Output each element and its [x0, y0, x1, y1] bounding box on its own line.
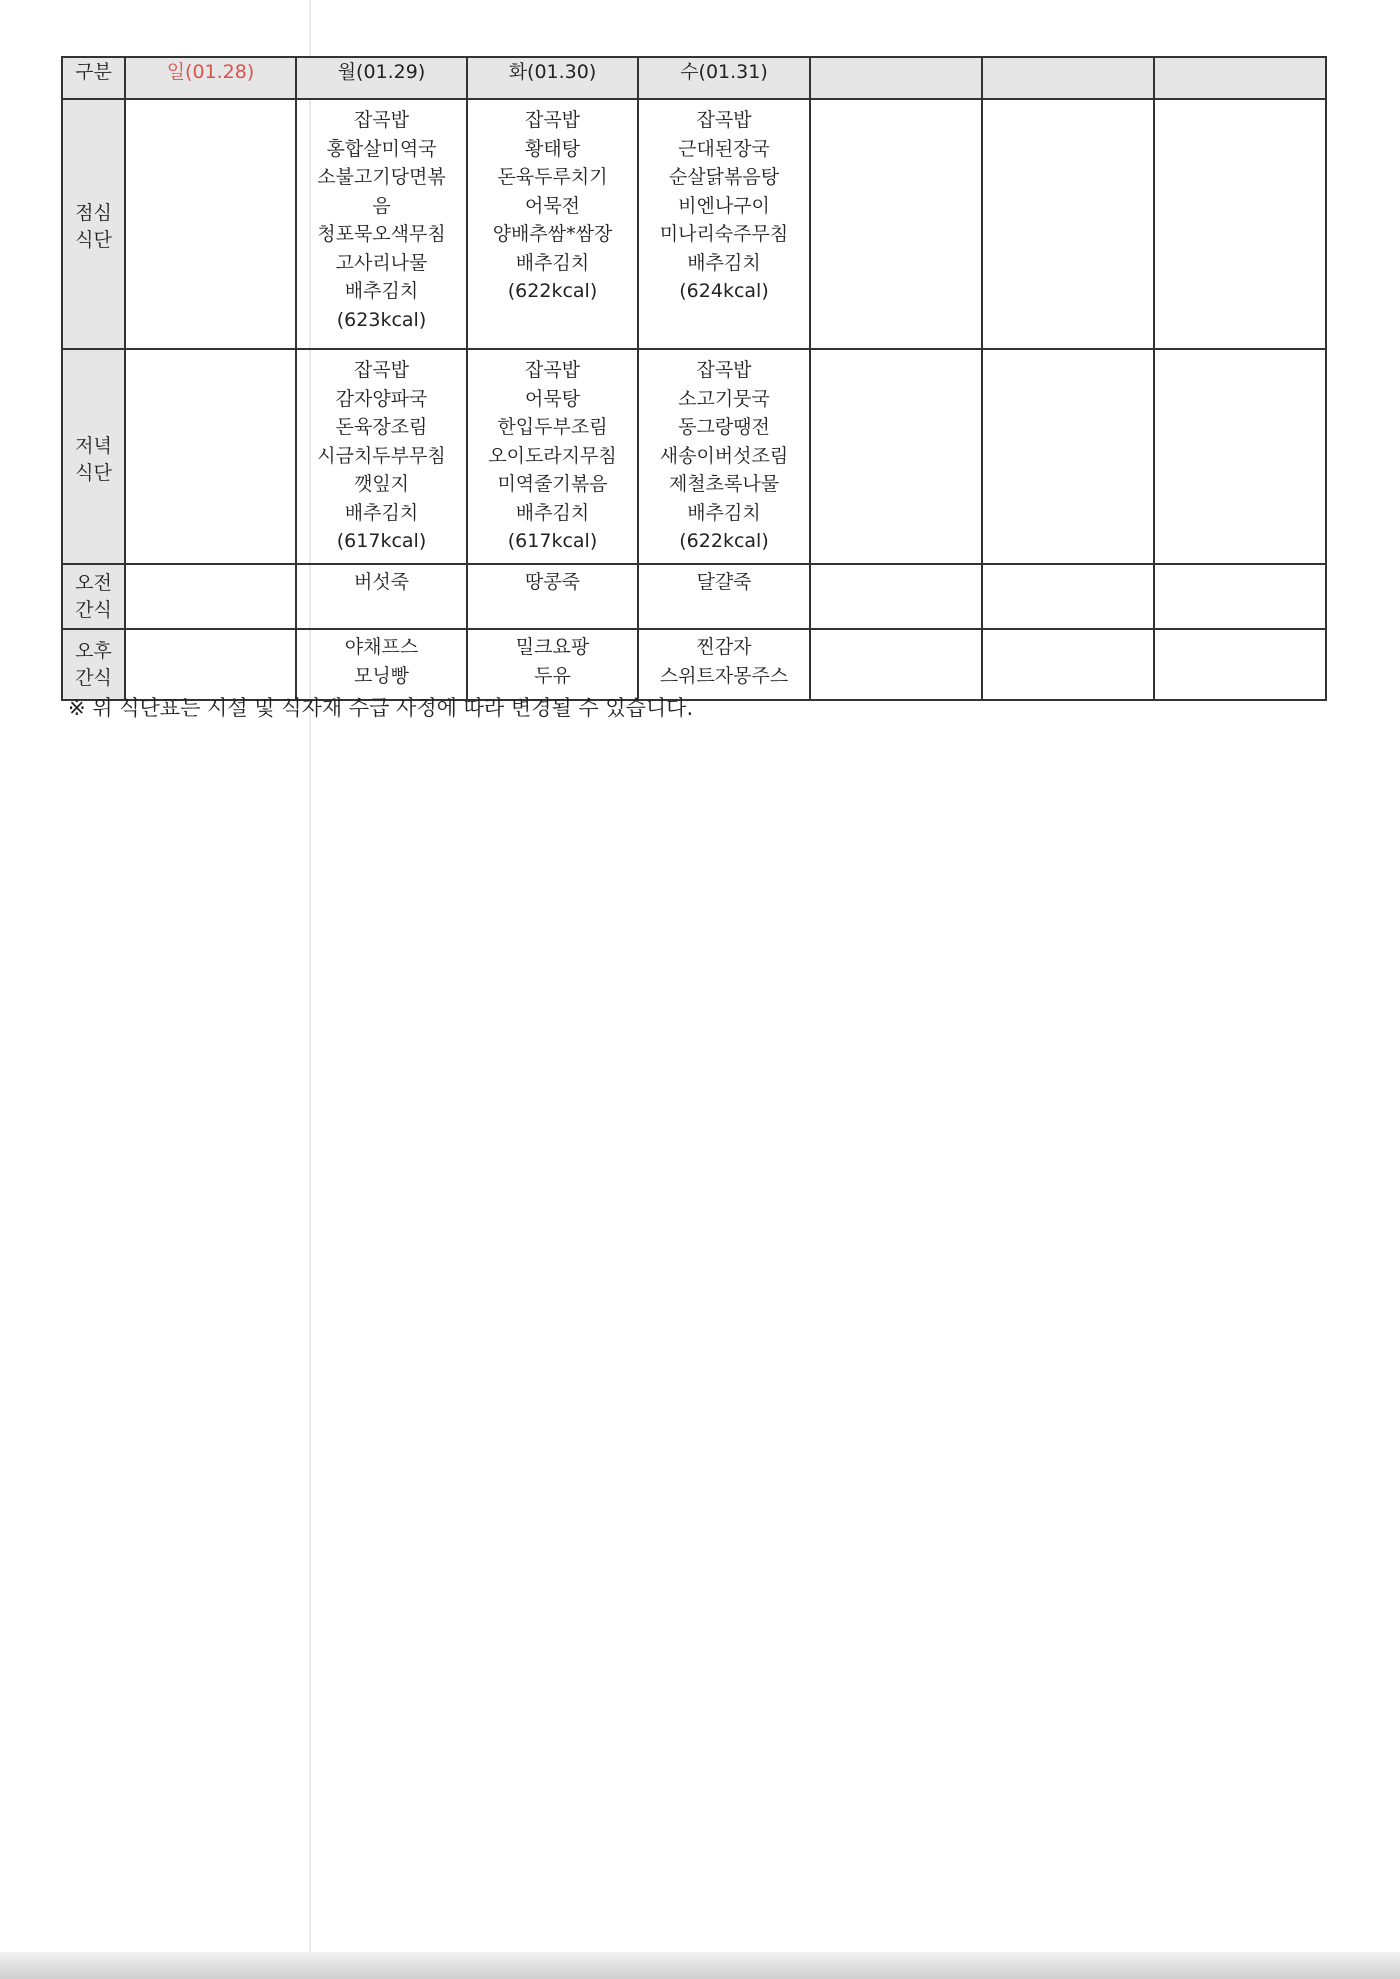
menu-item: 땅콩죽 [524, 571, 581, 593]
menu-item: 배추김치 [515, 501, 590, 524]
row-label-line: 간식 [75, 666, 112, 689]
menu-cell [467, 629, 638, 700]
menu-cell [810, 99, 982, 349]
row-label [62, 564, 125, 629]
day-header-empty-6 [982, 57, 1154, 99]
row-label-line: 점심 [75, 202, 112, 224]
menu-item: 감자양파국 [335, 387, 428, 410]
menu-cell [296, 349, 467, 564]
menu-cell [1154, 349, 1326, 564]
header-label: 구분 [62, 57, 125, 99]
menu-item: 배추김치 [344, 280, 419, 302]
menu-item: 잡곡밥 [696, 359, 752, 381]
menu-item: (617kcal) [507, 530, 598, 552]
menu-item: 모닝빵 [353, 664, 410, 687]
menu-cell [1154, 629, 1326, 700]
menu-item: 제철초록나물 [668, 473, 780, 495]
menu-cell [296, 629, 467, 700]
menu-item: 시금치두부무침 [317, 444, 446, 467]
menu-item: 돈육두루치기 [497, 166, 608, 188]
menu-cell [638, 99, 810, 349]
menu-item: 잡곡밥 [524, 359, 581, 381]
menu-cell [810, 564, 982, 629]
menu-item: 찐감자 [696, 636, 752, 658]
menu-item: 잡곡밥 [524, 109, 581, 131]
row-label [62, 99, 125, 349]
menu-item: 배추김치 [687, 251, 761, 274]
menu-item: 양배추쌈*쌈장 [492, 223, 613, 245]
afternoon-snack-row [62, 629, 1326, 700]
menu-item: 미역줄기볶음 [497, 473, 608, 495]
menu-cell [638, 564, 810, 629]
menu-item: 소불고기당면볶 [317, 166, 446, 188]
menu-item: (617kcal) [336, 530, 427, 552]
menu-cell [467, 349, 638, 564]
scan-bottom-edge [0, 1952, 1400, 1979]
menu-item: 어묵탕 [524, 387, 581, 410]
menu-item: 홍합살미역국 [326, 137, 437, 160]
menu-cell [296, 564, 467, 629]
menu-cell [638, 349, 810, 564]
menu-cell [982, 349, 1154, 564]
row-label-line: 오전 [75, 571, 112, 594]
menu-item: 배추김치 [515, 251, 590, 274]
header-row [62, 57, 1326, 99]
day-header-tue: 화(01.30) [467, 57, 638, 99]
menu-item: (624kcal) [679, 280, 769, 302]
menu-cell [810, 349, 982, 564]
row-label-line: 간식 [75, 598, 112, 621]
menu-cell [1154, 99, 1326, 349]
row-label-line: 저녁 [75, 434, 112, 457]
menu-item: 두유 [534, 664, 571, 687]
menu-item: 달걀죽 [696, 571, 752, 593]
menu-cell [125, 564, 296, 629]
menu-item: 야채프스 [344, 636, 419, 658]
dinner-row [62, 349, 1326, 564]
menu-cell [467, 99, 638, 349]
menu-cell [1154, 564, 1326, 629]
menu-item: 새송이버섯조림 [659, 444, 789, 467]
menu-item: 깻잎지 [353, 473, 410, 495]
menu-cell [982, 564, 1154, 629]
menu-item: 미나리숙주무침 [659, 223, 789, 245]
menu-item: (622kcal) [507, 280, 598, 302]
menu-item: 근대된장국 [678, 137, 770, 160]
menu-cell [125, 629, 296, 700]
menu-item: (622kcal) [679, 530, 769, 552]
menu-item: 스위트자몽주스 [659, 664, 789, 687]
day-header-mon: 월(01.29) [296, 57, 467, 99]
day-header-empty-5 [810, 57, 982, 99]
day-header-sun: 일(01.28) [125, 57, 296, 99]
menu-cell [810, 629, 982, 700]
menu-item: 어묵전 [524, 194, 581, 217]
menu-item: 잡곡밥 [353, 359, 410, 381]
menu-item: 잡곡밥 [353, 109, 410, 131]
menu-item: 동그랑땡전 [678, 416, 770, 438]
row-label [62, 349, 125, 564]
menu-item: 배추김치 [344, 501, 419, 524]
menu-cell [125, 99, 296, 349]
menu-item: (623kcal) [336, 308, 427, 331]
day-header-wed: 수(01.31) [638, 57, 810, 99]
menu-item: 청포묵오색무침 [317, 223, 446, 245]
menu-cell [638, 629, 810, 700]
row-label-line: 식단 [75, 461, 112, 484]
day-header-empty-7 [1154, 57, 1326, 99]
menu-item: 돈육장조림 [335, 416, 428, 438]
menu-item: 배추김치 [687, 501, 761, 524]
menu-item: 황태탕 [524, 137, 581, 160]
lunch-row [62, 99, 1326, 349]
menu-cell [125, 349, 296, 564]
menu-item: 밀크요팡 [515, 636, 590, 658]
menu-item: 오이도라지무침 [488, 444, 617, 467]
footnote: ※ 위 식단표는 시설 및 식자재 수급 사정에 따라 변경될 수 있습니다. [68, 696, 694, 720]
morning-snack-row [62, 564, 1326, 629]
row-label-line: 오후 [75, 639, 112, 662]
menu-cell [982, 99, 1154, 349]
menu-cell [982, 629, 1154, 700]
row-label-line: 식단 [75, 229, 112, 251]
menu-item: 고사리나물 [335, 251, 428, 274]
menu-cell [296, 99, 467, 349]
menu-item: 버섯죽 [353, 571, 410, 593]
menu-item: 순살닭볶음탕 [668, 166, 780, 188]
menu-item: 한입두부조림 [497, 416, 608, 438]
menu-item: 잡곡밥 [696, 109, 752, 131]
menu-item: 비엔나구이 [678, 194, 770, 217]
meal-plan-table [61, 56, 1327, 701]
menu-cell [467, 564, 638, 629]
menu-item: 소고기뭇국 [678, 387, 770, 410]
row-label [62, 629, 125, 700]
menu-item: 음 [372, 194, 391, 217]
